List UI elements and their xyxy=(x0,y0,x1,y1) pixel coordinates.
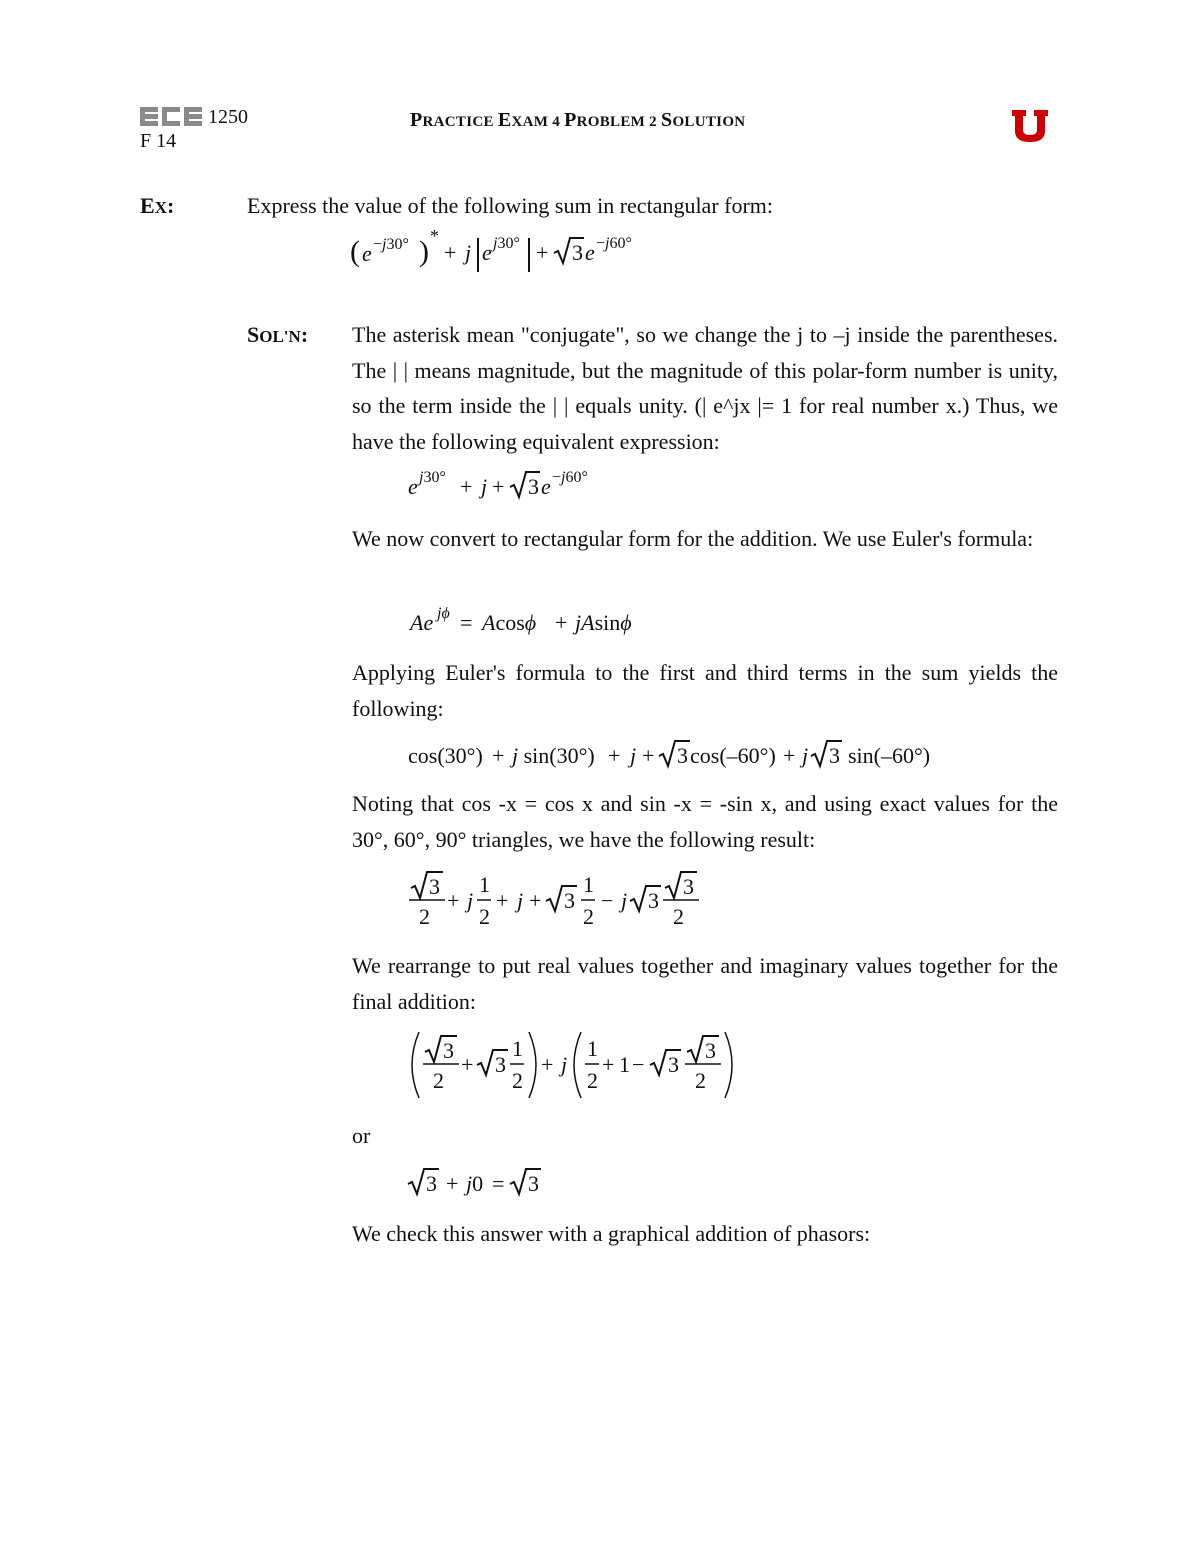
svg-text:j: j xyxy=(467,888,474,913)
svg-text:e: e xyxy=(482,240,492,265)
svg-text:2: 2 xyxy=(479,904,490,929)
svg-text:+: + xyxy=(529,888,542,913)
svg-text:jϕ: jϕ xyxy=(437,605,450,622)
svg-text:j: j xyxy=(561,1052,568,1077)
svg-text:+: + xyxy=(608,743,621,768)
svg-text:): ) xyxy=(419,235,429,268)
equation-grouped xyxy=(405,1028,745,1102)
svg-text:3: 3 xyxy=(677,743,688,768)
svg-text:1: 1 xyxy=(619,1052,630,1077)
svg-text:3: 3 xyxy=(426,1171,437,1196)
svg-text:+: + xyxy=(492,743,505,768)
svg-text:3: 3 xyxy=(668,1052,679,1077)
svg-text:3: 3 xyxy=(829,743,840,768)
svg-text:3: 3 xyxy=(528,1171,539,1196)
svg-text:3: 3 xyxy=(648,888,659,913)
svg-text:−j60°: −j60° xyxy=(552,469,588,486)
svg-text:+: + xyxy=(496,888,509,913)
svg-text:=: = xyxy=(460,610,473,635)
svg-text:*: * xyxy=(430,226,439,246)
svg-text:1: 1 xyxy=(583,872,594,897)
svg-text:2: 2 xyxy=(695,1068,706,1093)
svg-text:3: 3 xyxy=(572,240,583,265)
svg-text:jAsinϕ: jAsinϕ xyxy=(575,610,632,635)
svg-text:j: j xyxy=(802,743,809,768)
svg-text:j: j xyxy=(621,888,628,913)
term: F 14 xyxy=(140,130,177,152)
svg-text:3: 3 xyxy=(683,874,694,899)
svg-text:2: 2 xyxy=(673,904,684,929)
equation-equivalent xyxy=(408,468,618,504)
svg-text:j: j xyxy=(630,743,637,768)
svg-text:=: = xyxy=(492,1171,505,1196)
solution-paragraph-6: or xyxy=(352,1123,371,1148)
svg-text:sin(–60°): sin(–60°) xyxy=(848,743,931,768)
svg-text:3: 3 xyxy=(495,1052,506,1077)
svg-text:−j60°: −j60° xyxy=(596,235,632,252)
svg-text:Ae: Ae xyxy=(410,610,434,635)
svg-text:2: 2 xyxy=(583,904,594,929)
svg-text:2: 2 xyxy=(587,1068,598,1093)
svg-text:−: − xyxy=(632,1052,645,1077)
svg-text:+: + xyxy=(536,240,549,265)
solution-paragraph-4: Noting that cos -x = cos x and sin -x = -sin x, and using exact values for the 30°, 60°, 90° triangles, we have the following result: xyxy=(352,791,1058,852)
svg-text:+: + xyxy=(555,610,568,635)
svg-text:+: + xyxy=(602,1052,615,1077)
svg-text:3: 3 xyxy=(528,474,539,499)
svg-text:j: j xyxy=(465,240,472,265)
svg-text:3: 3 xyxy=(429,874,440,899)
svg-text:+: + xyxy=(461,1052,474,1077)
svg-text:1: 1 xyxy=(587,1036,598,1061)
svg-text:−: − xyxy=(601,888,614,913)
svg-text:+: + xyxy=(642,743,655,768)
svg-text:2: 2 xyxy=(433,1068,444,1093)
svg-text:j30°: j30° xyxy=(493,235,520,252)
svg-text:Acosϕ: Acosϕ xyxy=(482,610,537,635)
svg-text:2: 2 xyxy=(419,904,430,929)
svg-text:2: 2 xyxy=(512,1068,523,1093)
svg-text:e: e xyxy=(408,474,418,499)
equation-applied xyxy=(408,737,948,773)
svg-text:3: 3 xyxy=(705,1038,716,1063)
svg-text:+: + xyxy=(447,888,460,913)
svg-text:j: j xyxy=(517,888,524,913)
svg-text:e: e xyxy=(585,240,595,265)
svg-text:j: j xyxy=(481,474,488,499)
svg-text:1: 1 xyxy=(512,1036,523,1061)
course-number: 1250 xyxy=(208,106,248,128)
equation-exact-values xyxy=(405,868,705,932)
svg-text:+: + xyxy=(460,474,473,499)
svg-text:cos(30°): cos(30°) xyxy=(408,743,483,768)
solution-paragraph-3: Applying Euler's formula to the first and third terms in the sum yields the following: xyxy=(352,660,1058,721)
svg-text:e: e xyxy=(541,474,551,499)
svg-text:j30°: j30° xyxy=(419,469,446,486)
svg-text:−j30°: −j30° xyxy=(373,236,409,253)
solution-paragraph-5: We rearrange to put real values together and imaginary values together for the final addition: xyxy=(352,953,1058,1014)
svg-text:+: + xyxy=(541,1052,554,1077)
page-title: PRACTICE EXAM 4 PROBLEM 2 SOLUTION xyxy=(410,109,746,131)
svg-text:j sin(30°): j sin(30°) xyxy=(512,743,595,768)
problem-label: EX: xyxy=(140,193,175,218)
solution-paragraph-2: We now convert to rectangular form for the addition. We use Euler's formula: xyxy=(352,526,1034,551)
equation-final xyxy=(406,1165,556,1201)
problem-statement: Express the value of the following sum in rectangular form: xyxy=(247,193,774,218)
svg-text:e: e xyxy=(362,241,372,266)
solution-paragraph-1: The asterisk mean "conjugate", so we change the j to –j inside the parentheses. The | | means magnitude, but the magnitude of this polar-form number is unity, so the term inside the | | equals unity. (| e^jx |= 1 for real number x.) Thus, we have the following equivalent expression: xyxy=(352,322,1058,454)
svg-text:3: 3 xyxy=(443,1038,454,1063)
svg-text:3: 3 xyxy=(564,888,575,913)
svg-text:+: + xyxy=(446,1171,459,1196)
ece-logo xyxy=(140,104,204,130)
svg-text:cos(–60°): cos(–60°) xyxy=(690,743,776,768)
svg-text:(: ( xyxy=(350,235,360,268)
svg-text:+: + xyxy=(444,240,457,265)
solution-paragraph-7: We check this answer with a graphical addition of phasors: xyxy=(352,1221,871,1246)
svg-text:1: 1 xyxy=(479,872,490,897)
solution-label: SOL'N: xyxy=(247,322,309,347)
university-logo xyxy=(1010,108,1050,144)
equation-euler xyxy=(410,606,650,640)
svg-text:j0: j0 xyxy=(466,1171,484,1196)
svg-text:+: + xyxy=(492,474,505,499)
svg-text:+: + xyxy=(783,743,796,768)
equation-sum xyxy=(350,228,670,280)
